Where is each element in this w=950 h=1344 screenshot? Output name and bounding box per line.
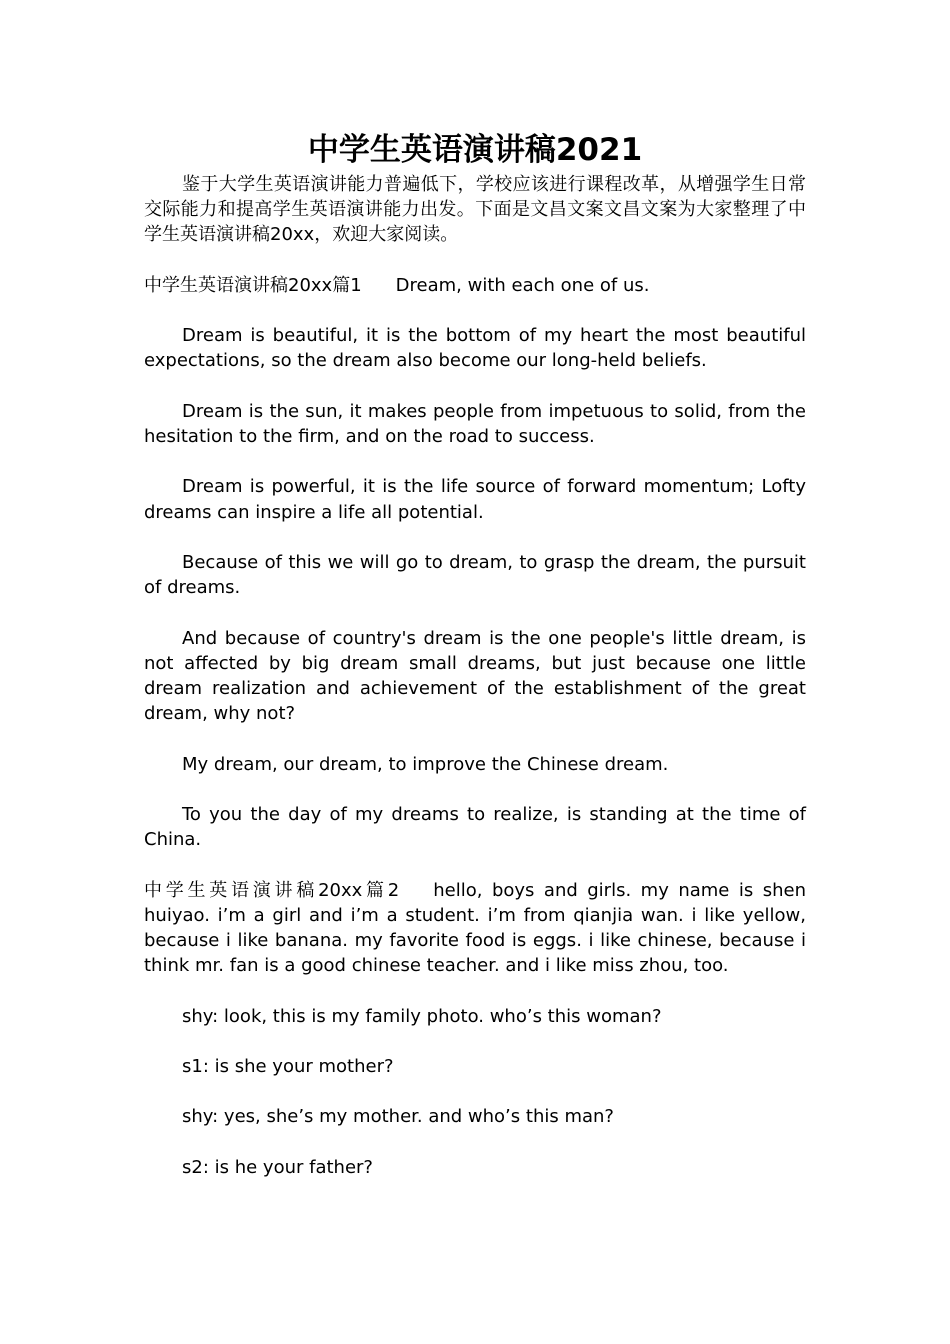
dialogue-line: shy: yes, she’s my mother. and who’s this man? [182,1106,614,1128]
section1-paragraph: Dream is the sun, it makes people from impetuous to solid, from the hesitation to the firm, and on the road to success. [144,400,806,447]
section1-first-line: Dream, with each one of us. [395,274,650,296]
section1-paragraph: Dream is beautiful, it is the bottom of my heart the most beautiful expectations, so the dream also become our long-held beliefs. [144,325,806,372]
section1-paragraph: Dream is powerful, it is the life source of forward momentum; Lofty dreams can inspire a life all potential. [144,476,806,523]
document-title: 中学生英语演讲稿2021 [307,132,643,168]
intro-paragraph: 鉴于大学生英语演讲能力普遍低下，学校应该进行课程改革，从增强学生日常交际能力和提高学生英语演讲能力出发。下面是文昌文案文昌文案为大家整理了中学生英语演讲稿20xx，欢迎大家阅读。 [144,174,806,246]
section1-label: 中学生英语演讲稿20xx篇1 [144,274,362,296]
dialogue-line: shy: look, this is my family photo. who’s this woman? [182,1005,662,1027]
section2-first-line: hello, boys and girls. my name is shen huiyao. i’m a girl and i’m a student. i’m from qianjia wan. i like yellow, because i like banana. my favorite food is eggs. i like chinese, because i think mr. fan is a good chinese teacher. and i like miss zhou, too. [144,879,806,977]
section1-paragraph: To you the day of my dreams to realize, is standing at the time of China. [144,803,806,851]
section2-label: 中学生英语演讲稿20xx篇2 [144,879,400,901]
section1-heading-paragraph [144,273,806,298]
section2-heading-paragraph [144,878,806,979]
document-page [144,128,806,1205]
dialogue-line: s2: is he your father? [182,1156,373,1178]
section1-paragraph: And because of country's dream is the one people's little dream, is not affected by big dream small dreams, but just because one little dream realization and achievement of the establishment of the great dream, why not? [144,627,806,725]
dialogue-line: s1: is she your mother? [182,1055,394,1077]
section1-paragraph: Because of this we will go to dream, to grasp the dream, the pursuit of dreams. [144,551,806,599]
section1-paragraph: My dream, our dream, to improve the Chinese dream. [182,753,669,775]
